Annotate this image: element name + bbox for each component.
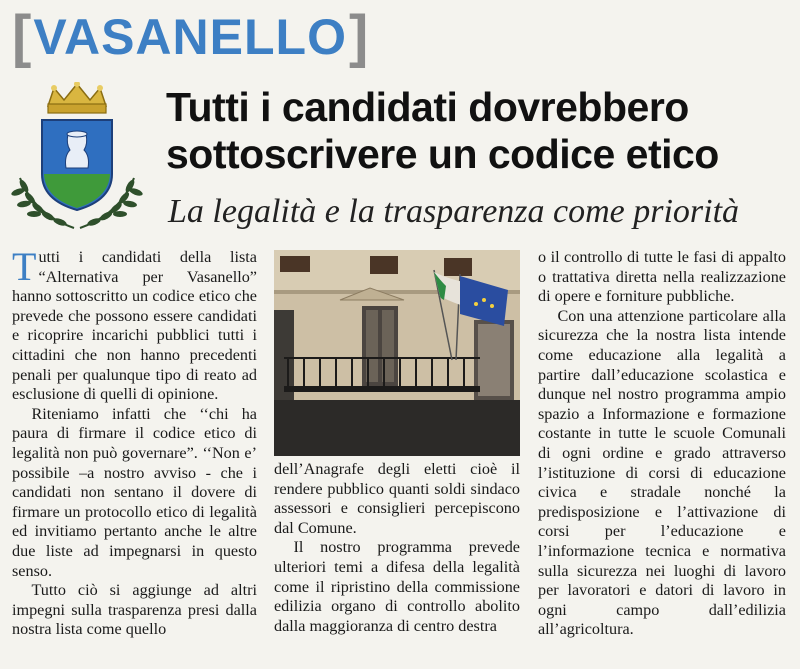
kicker-bracket-close: ] [348, 4, 369, 69]
subheadline: La legalità e la trasparenza come priorità [168, 193, 740, 230]
paragraph: dell’Anagrafe degli eletti cioè il rendere pubblico quanti soldi sindaco assessori e consiglieri percepiscono dal Comune. [274, 460, 520, 537]
headline [166, 84, 796, 178]
drop-cap: T [12, 244, 37, 289]
headline-line-1: Tutti i candidati dovrebbero [166, 84, 689, 130]
coat-of-arms-icon [10, 82, 144, 234]
paragraph: o il controllo di tutte le fasi di appalto o trattativa diretta nella realizzazione di opere e forniture pubbliche. [538, 248, 786, 306]
article-column-3 [538, 248, 786, 640]
article-column-2 [274, 460, 520, 636]
paragraph-text: utti i candidati della lista “Alternativa per Vasanello” hanno sottoscritto un codice etico che prevede che possono essere candidati e ricoprire incarichi pubblici tutti i cittadini che non hanno precedenti penali per qualunque tipo di reato ad esclusione di quelli di opinione. [12, 248, 257, 404]
kicker-word: VASANELLO [33, 9, 347, 65]
shield-icon [42, 120, 112, 210]
article-column-1 [12, 244, 257, 640]
paragraph: Il nostro programma prevede ulteriori temi a difesa della legalità come il ripristino della commissione edilizia organo di controllo abolito dalla maggioranza di centro destra [274, 538, 520, 635]
headline-line-2: sottoscrivere un codice etico [166, 131, 719, 177]
paragraph: Tutto ciò si aggiunge ad altri impegni sulla trasparenza presi dalla nostra lista come quello [12, 581, 257, 639]
crown-icon [48, 82, 106, 113]
paragraph: Riteniamo infatti che ‘‘chi ha paura di firmare il codice etico di legalità non può governare”. ‘‘Non e’ possibile –a nostro avviso - che i candidati non sentano il dovere di firmare un protocollo etico di legalità ed invitiamo pertanto anche le altre due liste ad impegnarsi in questo senso. [12, 404, 257, 580]
section-kicker [12, 6, 368, 68]
kicker-bracket-open: [ [12, 4, 32, 69]
town-hall-photo [274, 250, 520, 456]
paragraph [12, 244, 257, 405]
paragraph: Con una attenzione particolare alla sicurezza che la nostra lista intende come educazione alla legalità a partire dall’educazione scolastica e dunque nel nostro programma ampio spazio a Informazione e formazione costante in tutte le scuole Comunali di ogni ordine e grado attraverso l’istituzione di corsi di educazione civica e stradale nonché la predisposizione e l’attivazione di corsi per l’educazione e l’informazione tecnica e normativa sulla sicurezza nei luoghi di lavoro per lavoratori e datori di lavoro in ogni campo dall’edilizia all’agricoltura. [538, 306, 786, 639]
